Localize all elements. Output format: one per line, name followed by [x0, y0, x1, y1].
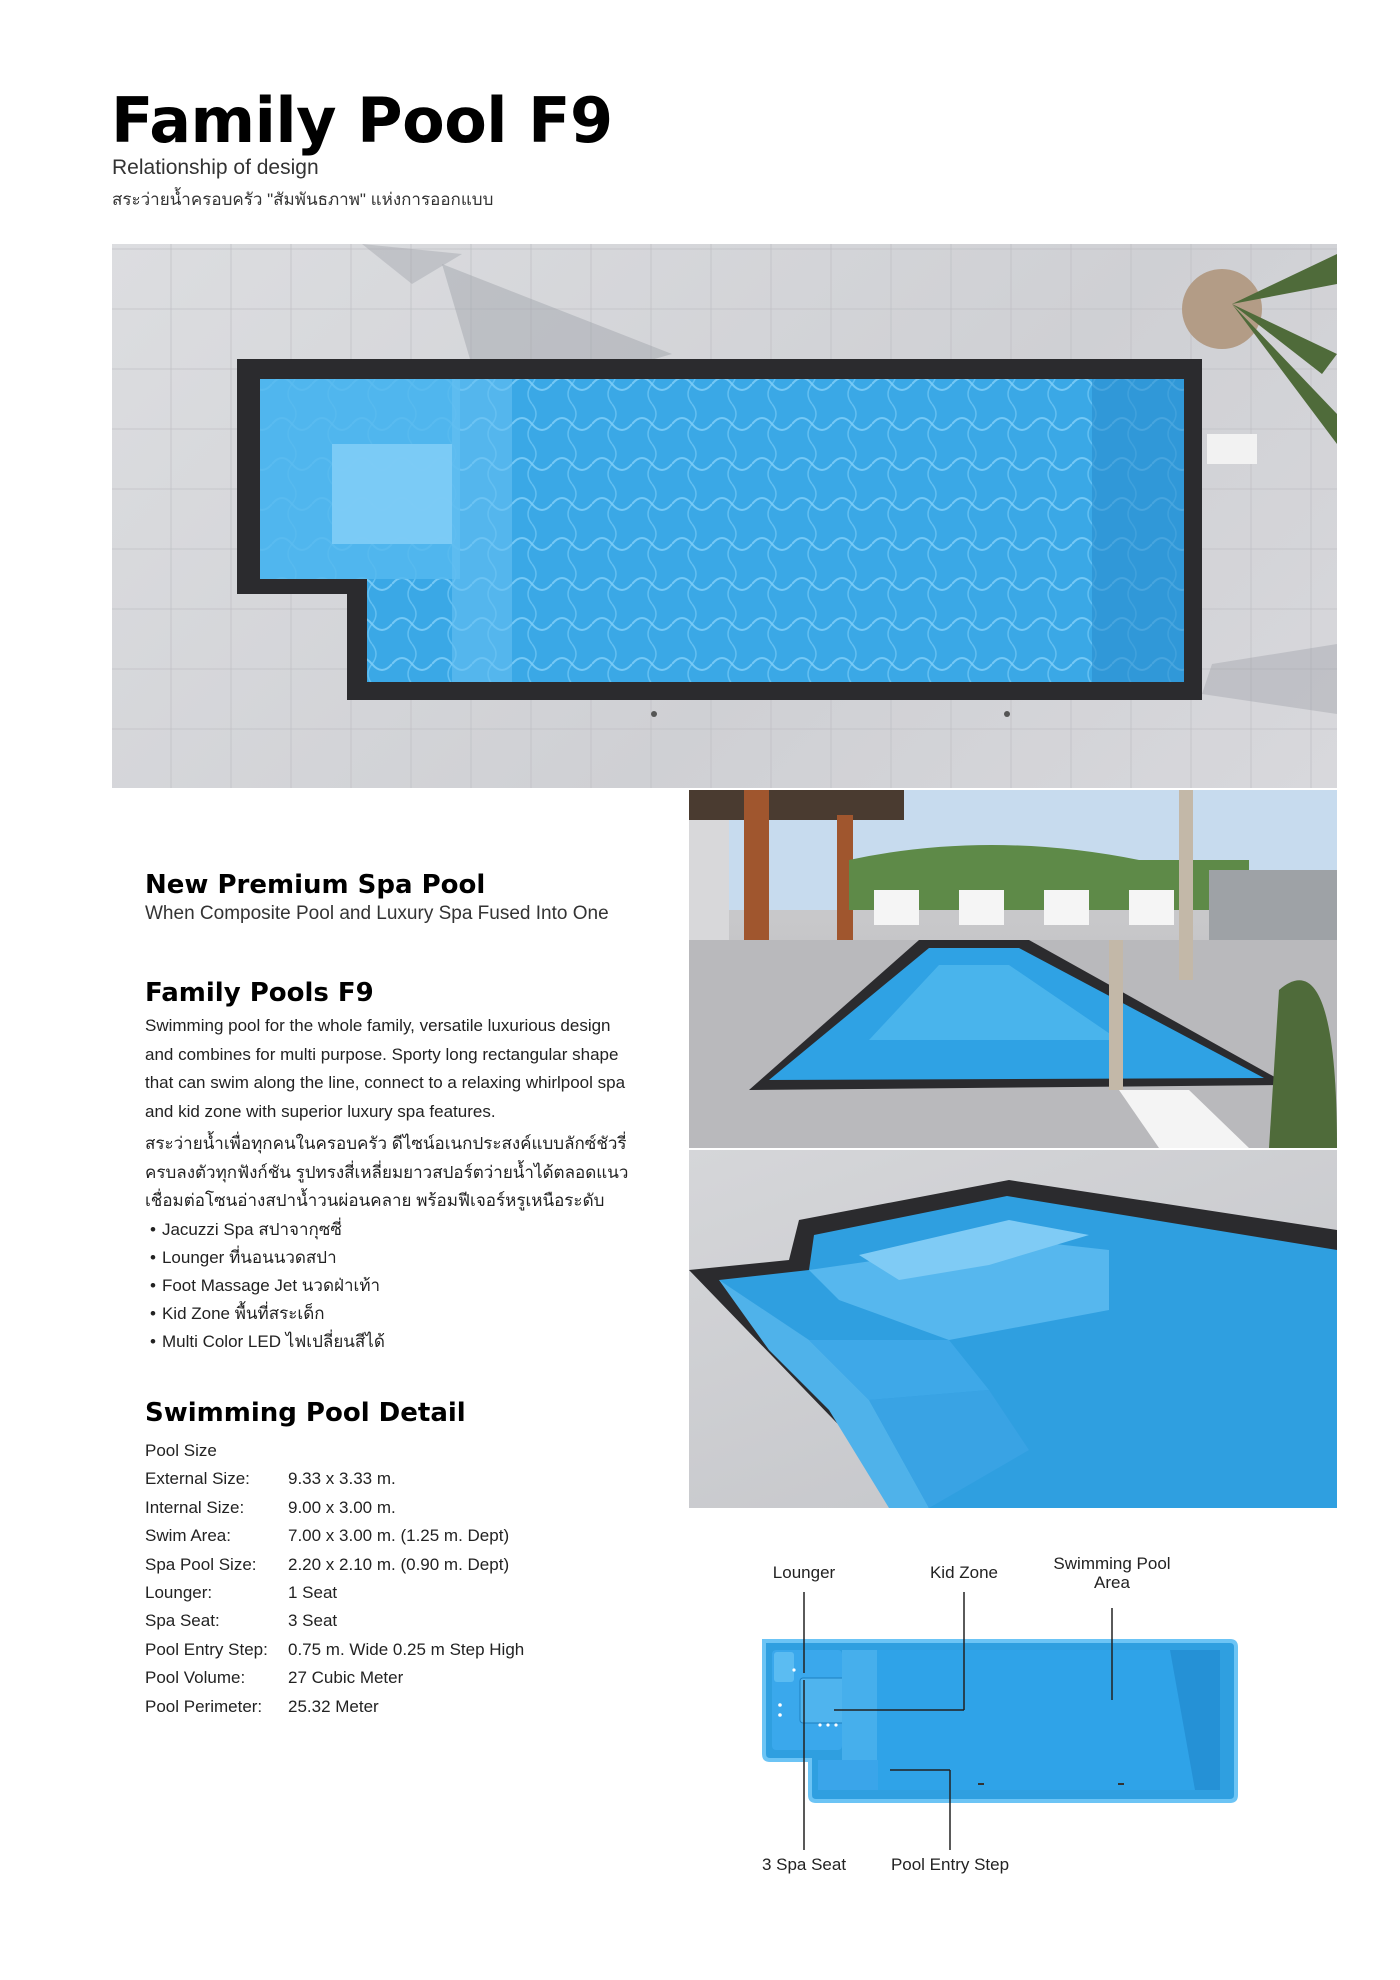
detail-label: Swim Area: — [145, 1526, 231, 1546]
premium-tagline: When Composite Pool and Luxury Spa Fused Into One — [145, 903, 609, 924]
detail-value: 2.20 x 2.10 m. (0.90 m. Dept) — [288, 1554, 510, 1574]
family-description-th — [145, 1130, 665, 1216]
detail-label: Lounger: — [145, 1583, 213, 1603]
table-row — [145, 1693, 524, 1721]
label-swimming-pool-area — [1042, 1554, 1182, 1592]
detail-value: 1 Seat — [288, 1583, 338, 1603]
detail-value: 3 Seat — [288, 1611, 338, 1631]
spa-step-photo — [689, 1150, 1337, 1508]
family-description-en — [145, 1012, 665, 1126]
desc-line: and combines for multi purpose. Sporty long rectangular shape — [145, 1044, 619, 1064]
label-spa-seat: 3 Spa Seat — [761, 1855, 847, 1874]
pool-side-photo — [689, 790, 1337, 1148]
premium-heading: New Premium Spa Pool — [145, 870, 486, 900]
label-lounger: Lounger — [772, 1563, 836, 1582]
detail-value: 27 Cubic Meter — [288, 1668, 404, 1688]
detail-label: Pool Perimeter: — [145, 1696, 263, 1716]
label-entry-step: Pool Entry Step — [890, 1855, 1010, 1874]
aerial-pool-photo — [112, 244, 1337, 788]
table-row — [145, 1522, 524, 1550]
page-subtitle-thai: สระว่ายน้ำครอบครัว "สัมพันธภาพ" แห่งการออกแบบ — [112, 190, 494, 209]
detail-value: 7.00 x 3.00 m. (1.25 m. Dept) — [288, 1526, 510, 1546]
label-kid-zone: Kid Zone — [929, 1563, 999, 1582]
pool-detail-table — [145, 1437, 524, 1721]
desc-line: Swimming pool for the whole family, versatile luxurious design — [145, 1016, 611, 1035]
family-heading: Family Pools F9 — [145, 978, 374, 1008]
detail-value: 25.32 Meter — [288, 1696, 379, 1716]
label-line: Swimming Pool — [1053, 1554, 1171, 1573]
list-item: • Lounger ที่นอนนวดสปา — [150, 1244, 385, 1272]
detail-label: Spa Pool Size: — [145, 1554, 257, 1574]
table-row — [145, 1494, 524, 1522]
detail-value: 9.33 x 3.33 m. — [288, 1469, 396, 1489]
detail-label: Spa Seat: — [145, 1611, 220, 1631]
table-row — [145, 1551, 524, 1579]
table-row — [145, 1465, 524, 1493]
list-item: • Foot Massage Jet นวดฝ่าเท้า — [150, 1272, 385, 1300]
table-row — [145, 1607, 524, 1635]
detail-label: External Size: — [145, 1469, 250, 1489]
table-row — [145, 1437, 524, 1465]
detail-label: Pool Entry Step: — [145, 1639, 268, 1659]
table-row — [145, 1579, 524, 1607]
detail-value: 0.75 m. Wide 0.25 m Step High — [288, 1639, 525, 1659]
list-item: • Jacuzzi Spa สปาจากุซซี่ — [150, 1216, 385, 1244]
detail-label: Pool Volume: — [145, 1668, 246, 1688]
page-subtitle: Relationship of design — [112, 156, 319, 179]
feature-list — [150, 1216, 385, 1356]
detail-label: Internal Size: — [145, 1497, 245, 1517]
detail-heading: Swimming Pool Detail — [145, 1398, 466, 1428]
pool-layout-diagram — [740, 1550, 1240, 1900]
pool-size-label: Pool Size — [145, 1441, 217, 1460]
detail-value: 9.00 x 3.00 m. — [288, 1497, 396, 1517]
desc-line: that can swim along the line, connect to a relaxing whirlpool spa — [145, 1073, 626, 1092]
desc-line-th: ครบลงตัวทุกฟังก์ชัน รูปทรงสี่เหลี่ยมยาวสปอร์ตว่ายน้ำได้ตลอดแนว — [145, 1162, 629, 1182]
desc-line: and kid zone with superior luxury spa features. — [145, 1101, 496, 1121]
label-line: Area — [1094, 1573, 1130, 1592]
desc-line-th: สระว่ายน้ำเพื่อทุกคนในครอบครัว ดีไซน์อเนกประสงค์แบบลักซ์ชัวรี่ — [145, 1134, 627, 1153]
table-row — [145, 1636, 524, 1664]
table-row — [145, 1664, 524, 1692]
page-title: Family Pool F9 — [111, 84, 613, 157]
list-item: • Kid Zone พื้นที่สระเด็ก — [150, 1300, 385, 1328]
desc-line-th: เชื่อมต่อโซนอ่างสปาน้ำวนผ่อนคลาย พร้อมฟีเจอร์หรูเหนือระดับ — [145, 1191, 605, 1210]
list-item: • Multi Color LED ไฟเปลี่ยนสีได้ — [150, 1328, 385, 1356]
